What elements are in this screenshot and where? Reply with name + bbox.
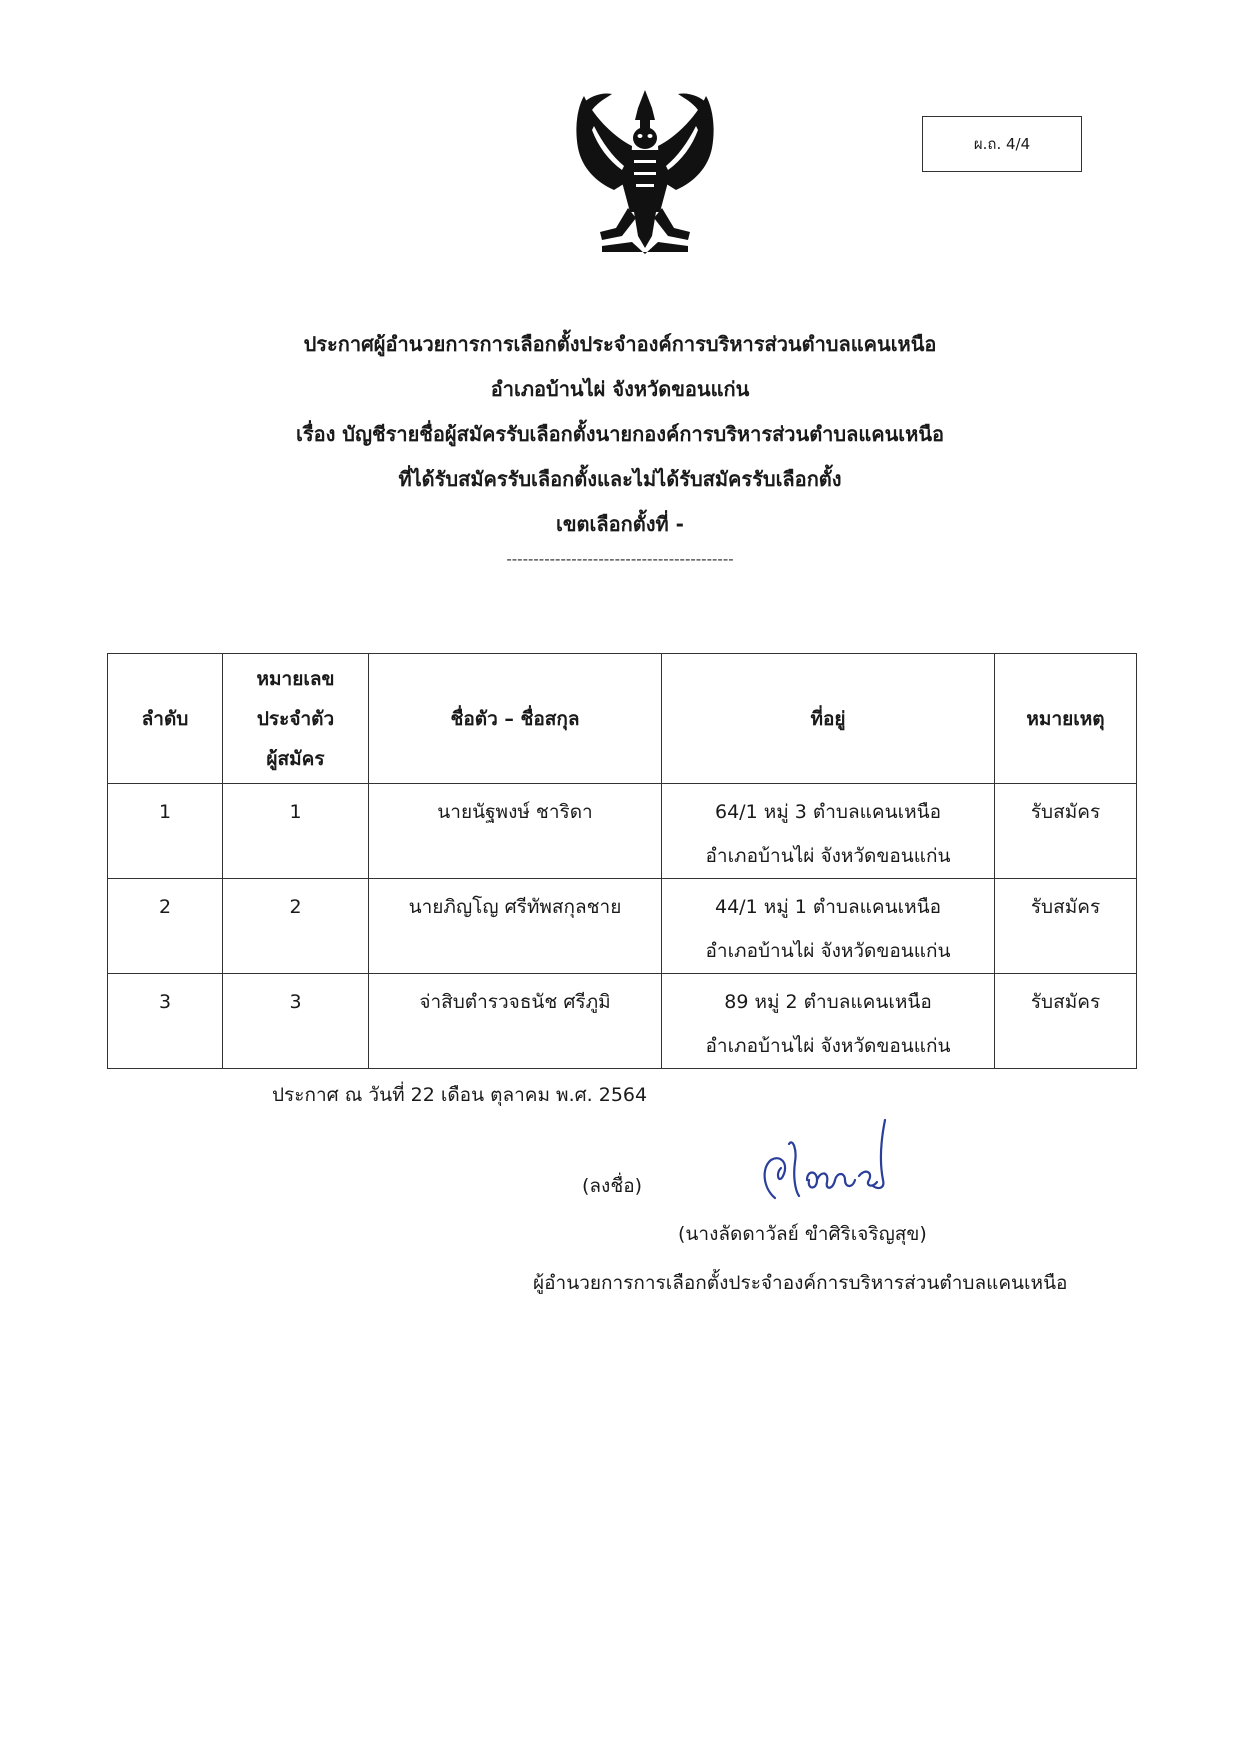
header-address: ที่อยู่ — [662, 654, 995, 784]
table-header-row — [108, 654, 1137, 784]
header-number-line: ผู้สมัคร — [266, 747, 325, 770]
header-number-line: หมายเลข — [256, 667, 335, 690]
heading-line-location: อำเภอบ้านไผ่ จังหวัดขอนแก่น — [490, 377, 750, 401]
heading-line-district: เขตเลือกตั้งที่ - — [556, 512, 684, 536]
address-line: 64/1 หมู่ 3 ตำบลแคนเหนือ — [715, 801, 941, 823]
signer-name: (นางลัดดาวัลย์ ขำศิริเจริญสุข) — [678, 1223, 927, 1245]
cell-number: 2 — [223, 879, 369, 974]
table-row — [108, 974, 1137, 1069]
cell-address — [662, 974, 995, 1069]
address-line: อำเภอบ้านไผ่ จังหวัดขอนแก่น — [705, 845, 951, 867]
address-line: อำเภอบ้านไผ่ จังหวัดขอนแก่น — [705, 1035, 951, 1057]
signer-title: ผู้อำนวยการการเลือกตั้งประจำองค์การบริหารส่วนตำบลแคนเหนือ — [533, 1272, 1068, 1294]
cell-number: 3 — [223, 974, 369, 1069]
cell-name: นายภิญโญ ศรีทัพสกุลชาย — [369, 879, 662, 974]
heading-line-subject-cont: ที่ได้รับสมัครรับเลือกตั้งและไม่ได้รับสมัครรับเลือกตั้ง — [398, 467, 842, 491]
header-remark: หมายเหตุ — [995, 654, 1137, 784]
cell-name: นายนัฐพงษ์ ชาริดา — [369, 784, 662, 879]
cell-remark: รับสมัคร — [995, 974, 1137, 1069]
signature-image — [755, 1110, 905, 1210]
address-line: 89 หมู่ 2 ตำบลแคนเหนือ — [724, 991, 932, 1013]
address-line: อำเภอบ้านไผ่ จังหวัดขอนแก่น — [705, 940, 951, 962]
cell-remark: รับสมัคร — [995, 879, 1137, 974]
table-row — [108, 784, 1137, 879]
announcement-date: ประกาศ ณ วันที่ 22 เดือน ตุลาคม พ.ศ. 2564 — [272, 1084, 648, 1106]
cell-address — [662, 784, 995, 879]
cell-address — [662, 879, 995, 974]
header-name: ชื่อตัว – ชื่อสกุล — [369, 654, 662, 784]
sign-label: (ลงชื่อ) — [582, 1175, 643, 1197]
cell-order: 1 — [108, 784, 223, 879]
candidate-table — [107, 653, 1137, 1069]
heading-line-subject: เรื่อง บัญชีรายชื่อผู้สมัครรับเลือกตั้งนายกองค์การบริหารส่วนตำบลแคนเหนือ — [295, 422, 945, 446]
cell-remark: รับสมัคร — [995, 784, 1137, 879]
garuda-emblem-icon — [572, 86, 718, 258]
heading-line-authority: ประกาศผู้อำนวยการการเลือกตั้งประจำองค์การบริหารส่วนตำบลแคนเหนือ — [303, 332, 937, 356]
cell-order: 2 — [108, 879, 223, 974]
header-number-line: ประจำตัว — [256, 707, 335, 730]
table-row — [108, 879, 1137, 974]
address-line: 44/1 หมู่ 1 ตำบลแคนเหนือ — [715, 896, 941, 918]
header-candidate-number — [223, 654, 369, 784]
heading-divider: ------------------------------------------ — [506, 550, 734, 568]
cell-name: จ่าสิบตำรวจธนัช ศรีภูมิ — [369, 974, 662, 1069]
header-order: ลำดับ — [108, 654, 223, 784]
form-code-box: ผ.ถ. 4/4 — [922, 116, 1082, 172]
cell-order: 3 — [108, 974, 223, 1069]
cell-number: 1 — [223, 784, 369, 879]
document-heading — [0, 322, 1240, 569]
